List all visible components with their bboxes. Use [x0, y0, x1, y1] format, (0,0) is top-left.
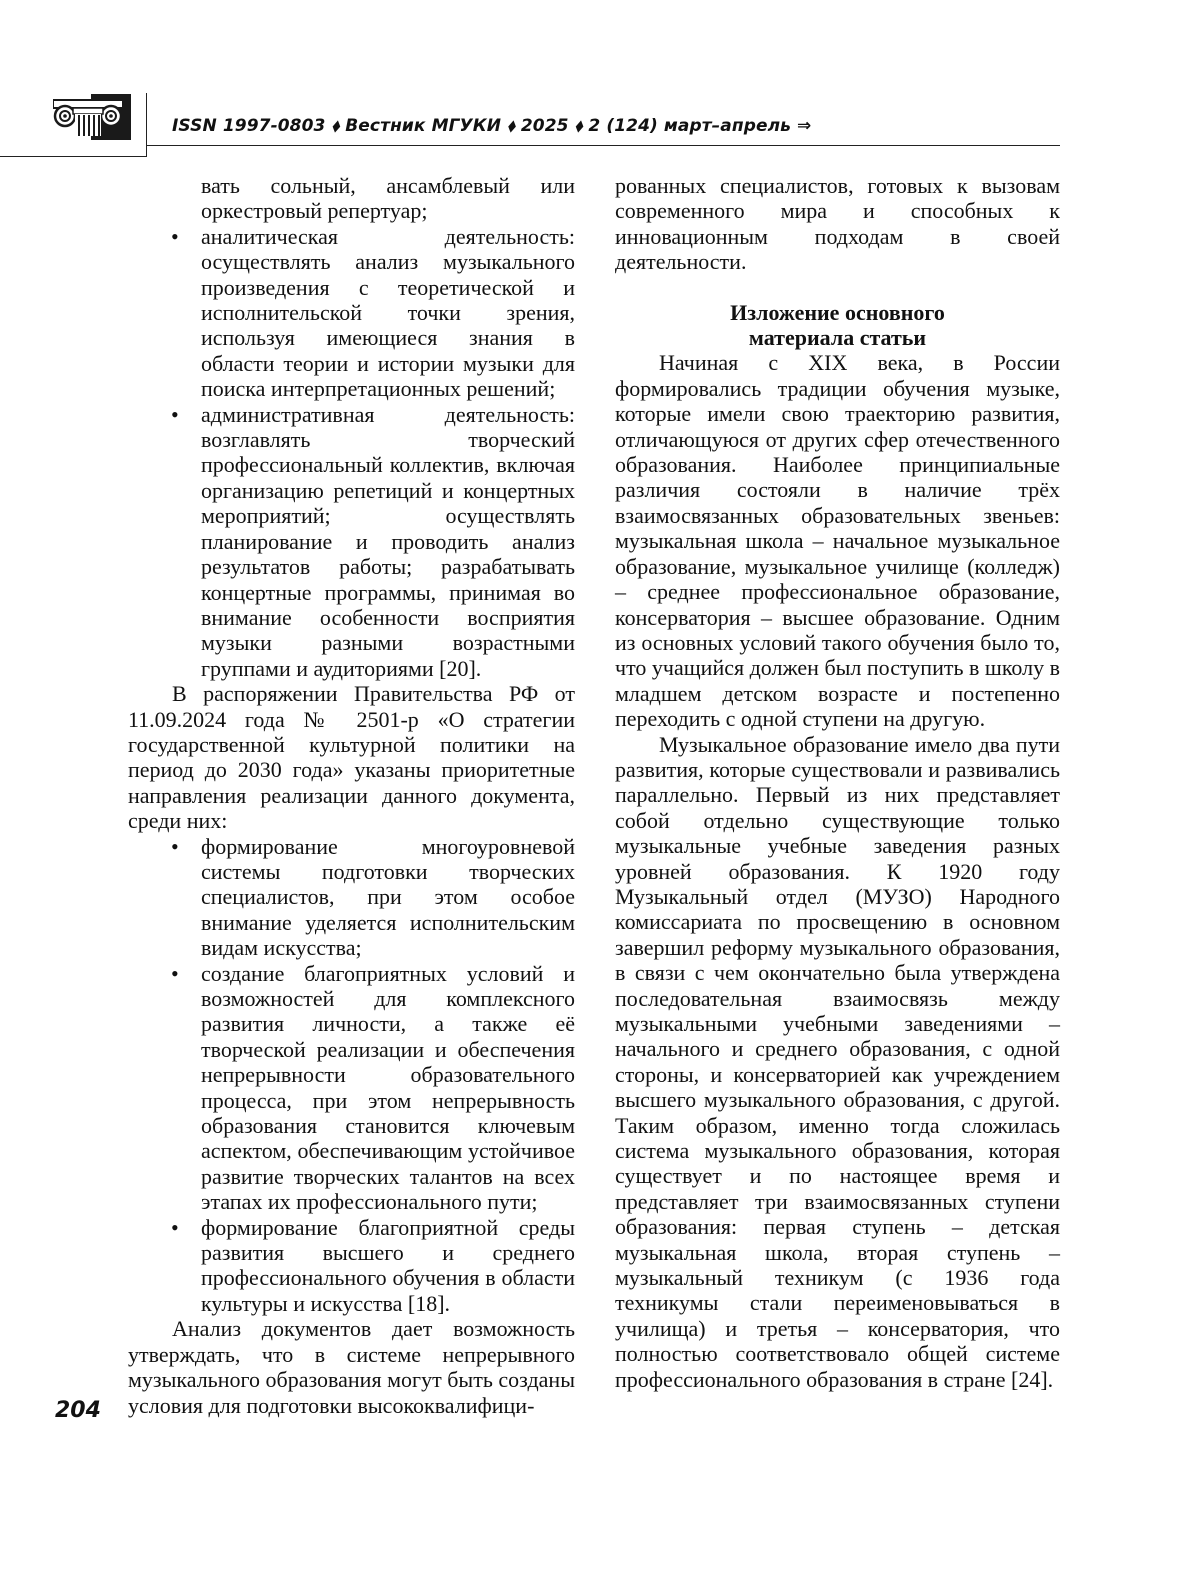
list-item: • аналитическая деятельность: осуществлять анализ музыкального произведения с теоретической и исполнительской точки зрения, используя имеющиеся знания в области теории и истории музыки для поиска интерпретационных решений;	[128, 224, 575, 402]
running-header	[172, 116, 811, 136]
left-column	[128, 173, 575, 1418]
section-heading	[615, 300, 1060, 351]
list-item: • формирование благоприятной среды развития высшего и среднего профессионального обучения в области культуры и искусства [18].	[128, 1215, 575, 1317]
body-paragraph: Музыкальное образование имело два пути развития, которые существовали и развивались параллельно. Первый из них представляет собой отдельно существующие только музыкальные учебные заведения разных уровней образования. К 1920 году Музыкальный отдел (МУЗО) Народного комиссариата по просвещению в основном завершил реформу музыкального образования, в связи с чем окончательно была утверждена последовательная взаимосвязь между музыкальными учебными заведениями – начального и среднего образования, с одной стороны, и консерваторией как учреждением высшего музыкального образования, с другой. Таким образом, именно тогда сложилась система музыкального образования, которая существует и по настоящее время и представляет три взаимосвязанных ступени образования: первая ступень – детская музыкальная школа, вторая ступень – музыкальный техникум (с 1936 года техникумы стали переименовываться в училища) и третья – консерватория, что полностью соответствовало общей системе профессионального образования в стране [24].	[615, 731, 1060, 1392]
body-paragraph: Начиная с XIX века, в России формировались традиции обучения музыке, которые имели свою траекторию развития, отличающуюся от других сфер отечественного образования. Наиболее принципиальные различия состояли в наличие трёх взаимосвязанных образовательных звеньев: музыкальная школа – начальное музыкальное образование, музыкальное училище (колледж) – среднее профессиональное образование, консерватория – высшее образование. Одним из основных условий такого обучения было то, что учащийся должен был поступить в школу в младшем детском возрасте и постепенно переходить с одной ступени на другую.	[615, 350, 1060, 732]
list-item: • формирование многоуровневой системы подготовки творческих специалистов, при этом особое внимание уделяется исполнительским видам искусства;	[128, 834, 575, 961]
body-paragraph-continuation: рованных специалистов, готовых к вызовам современного мира и способных к инновационным подходам в своей деятельности.	[615, 173, 1060, 275]
body-paragraph: В распоряжении Правительства РФ от 11.09.2024 года № 2501-р «О стратегии государственной культурной политики на период до 2030 года» указаны приоритетные направления реализации данного документа, среди них:	[128, 681, 575, 834]
header-issn: ISSN 1997-0803	[172, 116, 326, 136]
header-vertical-rule	[146, 93, 147, 157]
bullet-list-competencies	[128, 224, 575, 681]
section-heading-line: Изложение основного	[730, 299, 945, 325]
page-number: 204	[55, 1398, 101, 1423]
list-item-continuation: вать сольный, ансамблевый или оркестровый репертуар;	[201, 173, 575, 224]
header-separator: ⬧	[574, 116, 583, 136]
bullet-list-priorities	[128, 834, 575, 1317]
header-short-rule	[0, 156, 147, 157]
journal-logo-icon	[53, 94, 131, 140]
list-item: • создание благоприятных условий и возможностей для комплексного развития личности, а также её творческой реализации и обеспечения непрерывности образовательного процесса, при этом непрерывность образования становится ключевым аспектом, обеспечивающим устойчивое развитие творческих талантов на всех этапах их профессионального пути;	[128, 961, 575, 1215]
header-arrow-icon: ⇒	[797, 116, 812, 136]
section-heading-line: материала статьи	[748, 325, 927, 351]
body-paragraph: Анализ документов дает возможность утверждать, что в системе непрерывного музыкального образования могут быть созданы условия для подготовки высококвалифици-	[128, 1316, 575, 1418]
header-rule	[146, 145, 1060, 146]
header-issue: 2 (124) март–апрель	[588, 116, 792, 136]
header-separator: ⬧	[331, 116, 340, 136]
header-journal: Вестник МГУКИ	[345, 116, 502, 136]
right-column	[615, 173, 1060, 1392]
list-item: • административная деятельность: возглавлять творческий профессиональный коллектив, включая организацию репетиций и концертных мероприятий; осуществлять планирование и проводить анализ результатов работы; разрабатывать концертные программы, принимая во внимание особенности восприятия музыки разными возрастными группами и аудиториями [20].	[128, 402, 575, 681]
header-separator: ⬧	[507, 116, 515, 136]
header-year: 2025	[520, 116, 569, 136]
